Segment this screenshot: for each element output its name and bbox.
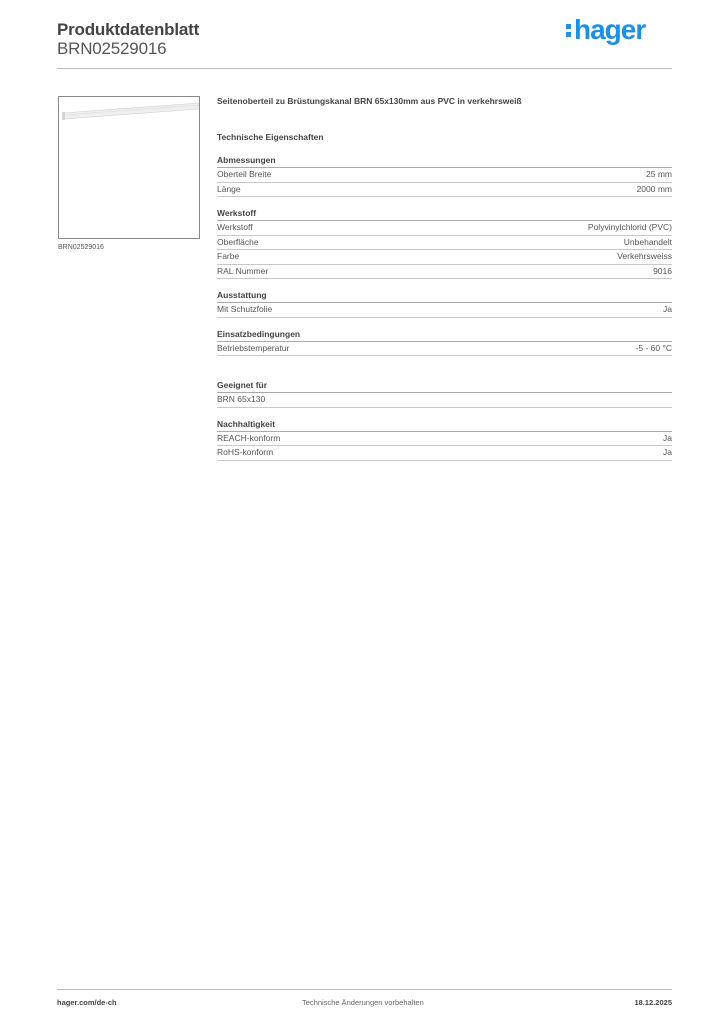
spec-row bbox=[217, 393, 672, 408]
spec-row bbox=[217, 236, 672, 251]
product-image bbox=[58, 96, 200, 239]
spec-value: Ja bbox=[663, 304, 672, 314]
section-abmessungen bbox=[217, 155, 672, 197]
footer-date: 18.12.2025 bbox=[634, 998, 672, 1007]
spec-value: Unbehandelt bbox=[623, 236, 672, 247]
spec-label: Mit Schutzfolie bbox=[217, 304, 273, 314]
spec-row bbox=[217, 221, 672, 236]
spec-label: REACH-konform bbox=[217, 432, 281, 443]
spec-row bbox=[217, 168, 672, 183]
image-caption: BRN02529016 bbox=[58, 244, 104, 251]
spec-value: 9016 bbox=[653, 265, 672, 276]
logo-text: hager bbox=[574, 14, 646, 45]
spec-label: RoHS-konform bbox=[217, 447, 274, 457]
header-divider bbox=[57, 68, 672, 69]
document-title: Produktdatenblatt bbox=[57, 20, 200, 39]
section-geeignet bbox=[217, 380, 672, 408]
product-rail-icon bbox=[59, 97, 199, 238]
section-einsatzbedingungen bbox=[217, 329, 672, 357]
spec-label: BRN 65x130 bbox=[217, 394, 266, 404]
section-heading: Werkstoff bbox=[217, 208, 672, 221]
spec-value: 25 mm bbox=[646, 169, 672, 179]
spec-row bbox=[217, 446, 672, 461]
spec-row bbox=[217, 250, 672, 265]
spec-value: -5 - 60 °C bbox=[635, 342, 672, 353]
spec-label: Betriebstemperatur bbox=[217, 342, 290, 353]
spec-label: Oberteil Breite bbox=[217, 169, 272, 179]
spec-label: RAL Nummer bbox=[217, 265, 269, 276]
spec-label: Farbe bbox=[217, 251, 240, 261]
spec-row bbox=[217, 303, 672, 318]
footer-divider bbox=[57, 989, 672, 990]
footer-website-link[interactable]: hager.com/de-ch bbox=[57, 998, 117, 1007]
spec-row bbox=[217, 265, 672, 280]
spec-value: Polyvinylchlorid (PVC) bbox=[587, 222, 672, 232]
spec-value: 2000 mm bbox=[636, 183, 672, 194]
spec-row bbox=[217, 342, 672, 357]
section-heading: Abmessungen bbox=[217, 155, 672, 168]
section-heading: Geeignet für bbox=[217, 380, 672, 393]
article-number: BRN02529016 bbox=[57, 39, 167, 58]
section-heading: Ausstattung bbox=[217, 290, 672, 303]
spec-value: Ja bbox=[663, 447, 672, 457]
spec-label: Oberfläche bbox=[217, 236, 259, 247]
spec-row bbox=[217, 432, 672, 447]
technical-heading: Technische Eigenschaften bbox=[217, 132, 324, 142]
spec-row bbox=[217, 183, 672, 198]
product-description: Seitenoberteil zu Brüstungskanal BRN 65x130mm aus PVC in verkehrsweiß bbox=[217, 96, 522, 106]
section-heading: Einsatzbedingungen bbox=[217, 329, 672, 342]
hager-logo bbox=[566, 14, 645, 46]
section-ausstattung bbox=[217, 290, 672, 318]
spec-value: Ja bbox=[663, 432, 672, 443]
section-nachhaltigkeit bbox=[217, 419, 672, 461]
section-heading: Nachhaltigkeit bbox=[217, 419, 672, 432]
product-details bbox=[217, 96, 672, 461]
spec-label: Länge bbox=[217, 183, 241, 194]
section-werkstoff bbox=[217, 208, 672, 279]
spec-label: Werkstoff bbox=[217, 222, 253, 232]
logo-dots-icon bbox=[566, 24, 572, 40]
footer-notice: Technische Änderungen vorbehalten bbox=[302, 998, 424, 1007]
spec-value: Verkehrsweiss bbox=[617, 251, 672, 261]
